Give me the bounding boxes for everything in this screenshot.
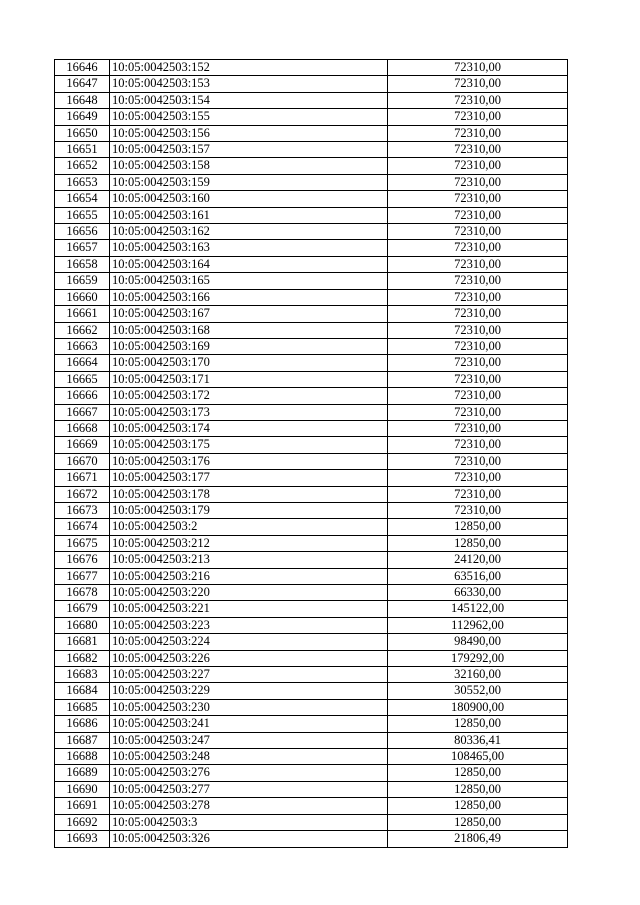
table-row: [55, 781, 568, 797]
cadastral-number-cell: 10:05:0042503:177: [110, 470, 388, 486]
table-row: [55, 650, 568, 666]
table-row: [55, 765, 568, 781]
cadastral-number-cell: 10:05:0042503:155: [110, 109, 388, 125]
cadastral-number-cell: 10:05:0042503:220: [110, 585, 388, 601]
value-cell: 72310,00: [388, 371, 568, 387]
table-row: [55, 158, 568, 174]
value-cell: 12850,00: [388, 535, 568, 551]
table-row: [55, 535, 568, 551]
cadastral-number-cell: 10:05:0042503:247: [110, 732, 388, 748]
value-cell: 12850,00: [388, 765, 568, 781]
table-row: [55, 486, 568, 502]
row-number-cell: 16678: [55, 585, 110, 601]
table-row: [55, 256, 568, 272]
table-row: [55, 355, 568, 371]
cadastral-number-cell: 10:05:0042503:277: [110, 781, 388, 797]
value-cell: 72310,00: [388, 453, 568, 469]
cadastral-number-cell: 10:05:0042503:216: [110, 568, 388, 584]
row-number-cell: 16661: [55, 306, 110, 322]
cadastral-number-cell: 10:05:0042503:278: [110, 798, 388, 814]
value-cell: 12850,00: [388, 814, 568, 830]
value-cell: 72310,00: [388, 273, 568, 289]
row-number-cell: 16665: [55, 371, 110, 387]
value-cell: 21806,49: [388, 831, 568, 847]
value-cell: 80336,41: [388, 732, 568, 748]
row-number-cell: 16672: [55, 486, 110, 502]
table-body: [55, 60, 568, 848]
cadastral-number-cell: 10:05:0042503:213: [110, 552, 388, 568]
value-cell: 72310,00: [388, 240, 568, 256]
value-cell: 72310,00: [388, 355, 568, 371]
cadastral-number-cell: 10:05:0042503:276: [110, 765, 388, 781]
cadastral-number-cell: 10:05:0042503:223: [110, 617, 388, 633]
value-cell: 72310,00: [388, 470, 568, 486]
table-row: [55, 699, 568, 715]
row-number-cell: 16691: [55, 798, 110, 814]
cadastral-number-cell: 10:05:0042503:2: [110, 519, 388, 535]
value-cell: 12850,00: [388, 798, 568, 814]
row-number-cell: 16686: [55, 716, 110, 732]
table-row: [55, 716, 568, 732]
table-row: [55, 814, 568, 830]
value-cell: 72310,00: [388, 125, 568, 141]
cadastral-number-cell: 10:05:0042503:160: [110, 191, 388, 207]
value-cell: 72310,00: [388, 76, 568, 92]
cadastral-number-cell: 10:05:0042503:227: [110, 667, 388, 683]
cadastral-number-cell: 10:05:0042503:163: [110, 240, 388, 256]
cadastral-number-cell: 10:05:0042503:157: [110, 142, 388, 158]
value-cell: 98490,00: [388, 634, 568, 650]
cadastral-number-cell: 10:05:0042503:248: [110, 749, 388, 765]
row-number-cell: 16650: [55, 125, 110, 141]
table-row: [55, 174, 568, 190]
row-number-cell: 16657: [55, 240, 110, 256]
value-cell: 112962,00: [388, 617, 568, 633]
table-row: [55, 831, 568, 847]
cadastral-number-cell: 10:05:0042503:179: [110, 502, 388, 518]
value-cell: 72310,00: [388, 224, 568, 240]
cadastral-number-cell: 10:05:0042503:165: [110, 273, 388, 289]
row-number-cell: 16677: [55, 568, 110, 584]
table-row: [55, 420, 568, 436]
table-row: [55, 519, 568, 535]
row-number-cell: 16659: [55, 273, 110, 289]
row-number-cell: 16664: [55, 355, 110, 371]
table-row: [55, 667, 568, 683]
row-number-cell: 16648: [55, 92, 110, 108]
cadastral-number-cell: 10:05:0042503:154: [110, 92, 388, 108]
value-cell: 12850,00: [388, 519, 568, 535]
cadastral-number-cell: 10:05:0042503:170: [110, 355, 388, 371]
cadastral-number-cell: 10:05:0042503:153: [110, 76, 388, 92]
value-cell: 32160,00: [388, 667, 568, 683]
value-cell: 72310,00: [388, 289, 568, 305]
row-number-cell: 16662: [55, 322, 110, 338]
table-row: [55, 404, 568, 420]
table-row: [55, 568, 568, 584]
value-cell: 72310,00: [388, 502, 568, 518]
value-cell: 179292,00: [388, 650, 568, 666]
value-cell: 63516,00: [388, 568, 568, 584]
cadastral-number-cell: 10:05:0042503:174: [110, 420, 388, 436]
row-number-cell: 16692: [55, 814, 110, 830]
table-row: [55, 749, 568, 765]
row-number-cell: 16651: [55, 142, 110, 158]
value-cell: 72310,00: [388, 322, 568, 338]
value-cell: 72310,00: [388, 338, 568, 354]
row-number-cell: 16663: [55, 338, 110, 354]
cadastral-number-cell: 10:05:0042503:178: [110, 486, 388, 502]
cadastral-number-cell: 10:05:0042503:173: [110, 404, 388, 420]
table-row: [55, 732, 568, 748]
row-number-cell: 16646: [55, 60, 110, 76]
cadastral-number-cell: 10:05:0042503:167: [110, 306, 388, 322]
row-number-cell: 16658: [55, 256, 110, 272]
row-number-cell: 16660: [55, 289, 110, 305]
table-row: [55, 191, 568, 207]
value-cell: 30552,00: [388, 683, 568, 699]
table-row: [55, 437, 568, 453]
cadastral-number-cell: 10:05:0042503:164: [110, 256, 388, 272]
value-cell: 72310,00: [388, 142, 568, 158]
row-number-cell: 16655: [55, 207, 110, 223]
row-number-cell: 16670: [55, 453, 110, 469]
value-cell: 72310,00: [388, 109, 568, 125]
table-row: [55, 601, 568, 617]
value-cell: 72310,00: [388, 207, 568, 223]
row-number-cell: 16667: [55, 404, 110, 420]
row-number-cell: 16653: [55, 174, 110, 190]
row-number-cell: 16654: [55, 191, 110, 207]
table-row: [55, 76, 568, 92]
cadastral-number-cell: 10:05:0042503:212: [110, 535, 388, 551]
value-cell: 72310,00: [388, 306, 568, 322]
row-number-cell: 16685: [55, 699, 110, 715]
table-row: [55, 92, 568, 108]
table-row: [55, 798, 568, 814]
value-cell: 72310,00: [388, 191, 568, 207]
cadastral-number-cell: 10:05:0042503:175: [110, 437, 388, 453]
cadastral-number-cell: 10:05:0042503:224: [110, 634, 388, 650]
value-cell: 180900,00: [388, 699, 568, 715]
row-number-cell: 16683: [55, 667, 110, 683]
row-number-cell: 16684: [55, 683, 110, 699]
row-number-cell: 16675: [55, 535, 110, 551]
table-row: [55, 453, 568, 469]
cadastral-number-cell: 10:05:0042503:226: [110, 650, 388, 666]
row-number-cell: 16688: [55, 749, 110, 765]
table-row: [55, 289, 568, 305]
row-number-cell: 16682: [55, 650, 110, 666]
cadastral-number-cell: 10:05:0042503:168: [110, 322, 388, 338]
cadastral-value-table: [54, 59, 568, 848]
row-number-cell: 16669: [55, 437, 110, 453]
cadastral-number-cell: 10:05:0042503:169: [110, 338, 388, 354]
cadastral-number-cell: 10:05:0042503:156: [110, 125, 388, 141]
cadastral-number-cell: 10:05:0042503:166: [110, 289, 388, 305]
row-number-cell: 16674: [55, 519, 110, 535]
table-row: [55, 371, 568, 387]
table-row: [55, 502, 568, 518]
table-row: [55, 470, 568, 486]
cadastral-number-cell: 10:05:0042503:171: [110, 371, 388, 387]
row-number-cell: 16689: [55, 765, 110, 781]
table-row: [55, 224, 568, 240]
value-cell: 145122,00: [388, 601, 568, 617]
value-cell: 24120,00: [388, 552, 568, 568]
cadastral-number-cell: 10:05:0042503:176: [110, 453, 388, 469]
value-cell: 72310,00: [388, 92, 568, 108]
row-number-cell: 16693: [55, 831, 110, 847]
table-row: [55, 388, 568, 404]
value-cell: 108465,00: [388, 749, 568, 765]
row-number-cell: 16649: [55, 109, 110, 125]
table-row: [55, 338, 568, 354]
cadastral-number-cell: 10:05:0042503:230: [110, 699, 388, 715]
table-row: [55, 125, 568, 141]
cadastral-number-cell: 10:05:0042503:241: [110, 716, 388, 732]
row-number-cell: 16690: [55, 781, 110, 797]
value-cell: 12850,00: [388, 716, 568, 732]
table-row: [55, 306, 568, 322]
table-row: [55, 60, 568, 76]
value-cell: 72310,00: [388, 60, 568, 76]
row-number-cell: 16647: [55, 76, 110, 92]
cadastral-number-cell: 10:05:0042503:158: [110, 158, 388, 174]
table-row: [55, 109, 568, 125]
cadastral-number-cell: 10:05:0042503:159: [110, 174, 388, 190]
table-row: [55, 240, 568, 256]
table-row: [55, 683, 568, 699]
cadastral-number-cell: 10:05:0042503:172: [110, 388, 388, 404]
cadastral-number-cell: 10:05:0042503:152: [110, 60, 388, 76]
cadastral-number-cell: 10:05:0042503:221: [110, 601, 388, 617]
cadastral-number-cell: 10:05:0042503:3: [110, 814, 388, 830]
table-row: [55, 273, 568, 289]
value-cell: 72310,00: [388, 420, 568, 436]
value-cell: 72310,00: [388, 437, 568, 453]
value-cell: 72310,00: [388, 174, 568, 190]
table-row: [55, 617, 568, 633]
row-number-cell: 16668: [55, 420, 110, 436]
value-cell: 66330,00: [388, 585, 568, 601]
table-row: [55, 207, 568, 223]
value-cell: 72310,00: [388, 256, 568, 272]
table-row: [55, 585, 568, 601]
row-number-cell: 16676: [55, 552, 110, 568]
cadastral-number-cell: 10:05:0042503:162: [110, 224, 388, 240]
table-row: [55, 322, 568, 338]
row-number-cell: 16666: [55, 388, 110, 404]
row-number-cell: 16679: [55, 601, 110, 617]
row-number-cell: 16680: [55, 617, 110, 633]
row-number-cell: 16673: [55, 502, 110, 518]
table-row: [55, 552, 568, 568]
value-cell: 72310,00: [388, 158, 568, 174]
cadastral-number-cell: 10:05:0042503:161: [110, 207, 388, 223]
value-cell: 72310,00: [388, 388, 568, 404]
row-number-cell: 16656: [55, 224, 110, 240]
row-number-cell: 16671: [55, 470, 110, 486]
row-number-cell: 16687: [55, 732, 110, 748]
value-cell: 72310,00: [388, 486, 568, 502]
row-number-cell: 16652: [55, 158, 110, 174]
cadastral-number-cell: 10:05:0042503:229: [110, 683, 388, 699]
table-row: [55, 634, 568, 650]
cadastral-number-cell: 10:05:0042503:326: [110, 831, 388, 847]
value-cell: 72310,00: [388, 404, 568, 420]
value-cell: 12850,00: [388, 781, 568, 797]
row-number-cell: 16681: [55, 634, 110, 650]
table-row: [55, 142, 568, 158]
